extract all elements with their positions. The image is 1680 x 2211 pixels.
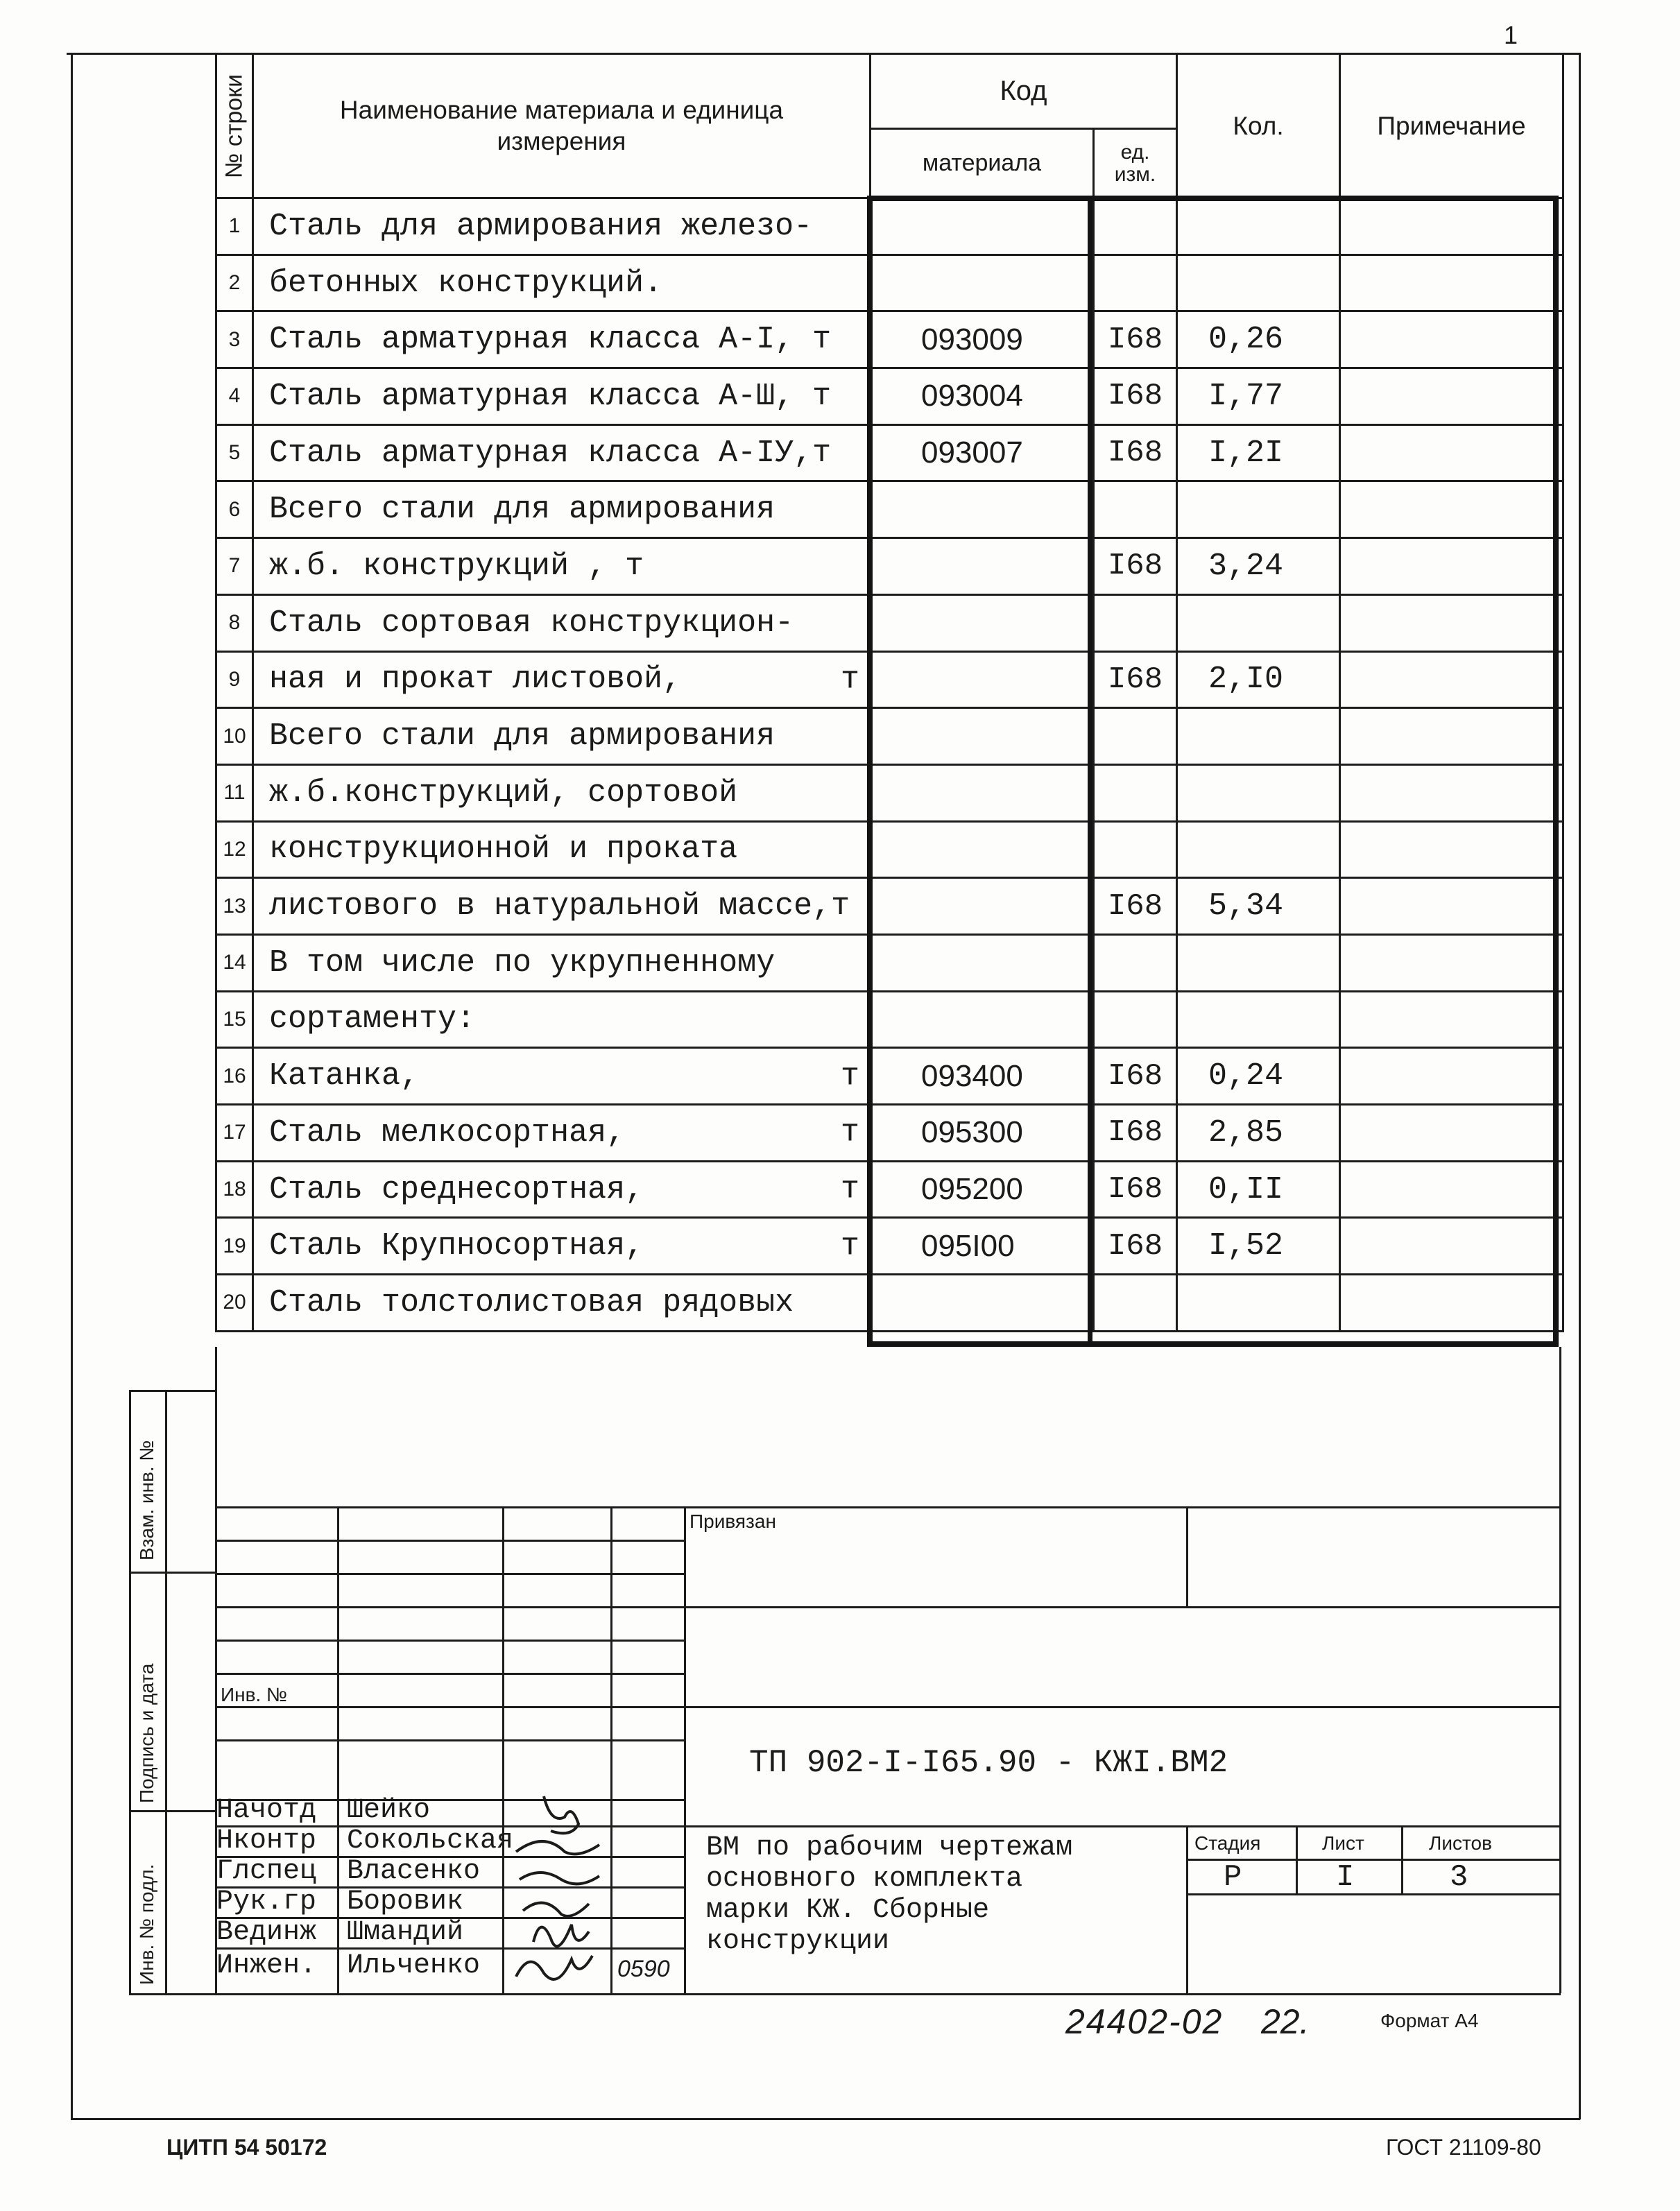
tb-h-top	[215, 1506, 1561, 1508]
material-name-cell	[253, 1161, 871, 1218]
signature-4	[523, 1903, 589, 1916]
unit-code-cell	[1094, 255, 1177, 311]
material-name-text: Сталь арматурная класса А-Ш, т	[269, 378, 832, 414]
note-cell	[1340, 1218, 1563, 1275]
note-cell	[1340, 651, 1563, 708]
unit-suffix: т	[840, 1171, 859, 1207]
quantity-cell	[1177, 934, 1340, 991]
material-name-cell	[253, 764, 871, 821]
material-name-cell	[253, 651, 871, 708]
material-code-cell	[871, 991, 1094, 1048]
stage-value: Р	[1224, 1860, 1242, 1895]
unit-code-cell: I68	[1094, 1048, 1177, 1105]
note-cell	[1340, 821, 1563, 878]
note-cell	[1340, 1048, 1563, 1105]
tb-h-5	[215, 1640, 684, 1642]
spec-table	[215, 53, 1564, 1332]
outer-frame-bottom	[71, 2118, 1580, 2120]
description-line: ВМ по рабочим чертежам	[706, 1832, 1073, 1864]
table-row	[216, 1105, 1563, 1162]
material-name-text: Сталь толстолистовая рядовых	[269, 1284, 794, 1320]
tb-h-stage	[1186, 1859, 1561, 1861]
vzam-inv-label: Взам. инв. №	[136, 1440, 157, 1560]
signature-3	[520, 1873, 599, 1884]
unit-code-cell	[1094, 708, 1177, 765]
material-code-header: материала	[871, 129, 1094, 198]
tb-h-6	[215, 1673, 684, 1675]
row-number-cell: 3	[216, 311, 253, 368]
tb-v-stage	[1296, 1825, 1298, 1893]
sheets-label: Листов	[1429, 1832, 1492, 1854]
table-row	[216, 538, 1563, 595]
stamp-strip-bottom	[129, 1993, 215, 1995]
table-row	[216, 651, 1563, 708]
left-code: ЦИТП 54 50172	[166, 2135, 327, 2160]
table-row	[216, 764, 1563, 821]
podpis-data-label: Подпись и дата	[136, 1663, 157, 1803]
material-name-cell	[253, 1275, 871, 1332]
row-number-cell: 18	[216, 1161, 253, 1218]
gost-label: ГОСТ 21109-80	[1386, 2135, 1541, 2160]
material-code-cell: 095300	[871, 1105, 1094, 1162]
row-number-cell: 14	[216, 934, 253, 991]
row-number-cell: 20	[216, 1275, 253, 1332]
material-name-cell	[253, 481, 871, 538]
note-cell	[1340, 1275, 1563, 1332]
quantity-cell: 0,II	[1177, 1161, 1340, 1218]
material-name-text: ж.б.конструкций, сортовой	[269, 775, 738, 811]
privyazan-label: Привязан	[689, 1511, 776, 1532]
material-name-cell	[253, 821, 871, 878]
table-row	[216, 1218, 1563, 1275]
quantity-cell: 2,I0	[1177, 651, 1340, 708]
note-cell	[1340, 991, 1563, 1048]
stamp-strip-right	[165, 1390, 167, 1995]
signer-role: Вединж	[216, 1917, 317, 1948]
unit-code-cell: I68	[1094, 1105, 1177, 1162]
material-name-cell	[253, 368, 871, 425]
note-cell	[1340, 878, 1563, 935]
table-row	[216, 255, 1563, 311]
row-number-cell: 15	[216, 991, 253, 1048]
material-code-cell: 093009	[871, 311, 1094, 368]
unit-code-cell: I68	[1094, 1218, 1177, 1275]
material-code-cell	[871, 764, 1094, 821]
row-number-cell: 4	[216, 368, 253, 425]
stage-label: Стадия	[1194, 1832, 1261, 1854]
row-number-cell: 13	[216, 878, 253, 935]
material-code-cell	[871, 878, 1094, 935]
doc-code: ТП 902-I-I65.90 - КЖI.ВМ2	[749, 1745, 1228, 1781]
description-line: основного комплекта	[706, 1864, 1023, 1895]
signer-name: Власенко	[347, 1856, 481, 1887]
material-code-cell: 093007	[871, 424, 1094, 481]
material-name-text: Сталь мелкосортная,	[269, 1115, 626, 1151]
signer-name: Ильченко	[347, 1950, 481, 1981]
material-code-cell	[871, 198, 1094, 255]
unit-code-cell: I68	[1094, 311, 1177, 368]
unit-code-cell	[1094, 934, 1177, 991]
archive-number: 24402-02	[1065, 2002, 1224, 2041]
note-cell	[1340, 708, 1563, 765]
row-number-cell: 16	[216, 1048, 253, 1105]
row-number-cell: 1	[216, 198, 253, 255]
material-name-cell	[253, 1048, 871, 1105]
material-name-text: листового в натуральной массе,т	[269, 888, 850, 924]
table-row	[216, 821, 1563, 878]
unit-suffix: т	[840, 1115, 859, 1151]
table-row	[216, 594, 1563, 651]
tb-v-desc	[1186, 1825, 1188, 1993]
unit-suffix: т	[840, 1228, 859, 1264]
quantity-cell: 5,34	[1177, 878, 1340, 935]
material-code-cell: 093400	[871, 1048, 1094, 1105]
table-row	[216, 991, 1563, 1048]
material-code-cell	[871, 708, 1094, 765]
quantity-cell	[1177, 1275, 1340, 1332]
signature-6	[516, 1956, 592, 1979]
material-code-cell	[871, 821, 1094, 878]
inv-no-label: Инв. №	[221, 1684, 288, 1705]
table-row	[216, 1275, 1563, 1332]
material-name-text: В том числе по укрупненному	[269, 945, 775, 981]
row-number-cell: 6	[216, 481, 253, 538]
material-name-text: Сталь арматурная класса А-I, т	[269, 322, 832, 358]
signer-role: Глспец	[216, 1856, 317, 1887]
material-name-text: Сталь Крупносортная,	[269, 1228, 644, 1264]
sheet-value: I	[1336, 1860, 1355, 1895]
tb-v-privyazan	[1186, 1506, 1188, 1606]
table-row	[216, 198, 1563, 255]
note-cell	[1340, 311, 1563, 368]
row-number-cell: 19	[216, 1218, 253, 1275]
material-code-cell	[871, 481, 1094, 538]
code-header: Код	[871, 54, 1177, 129]
tb-h-bottom	[215, 1993, 1561, 1995]
material-code-cell: 095200	[871, 1161, 1094, 1218]
unit-code-cell: I68	[1094, 368, 1177, 425]
quantity-cell: 0,26	[1177, 311, 1340, 368]
unit-code-cell	[1094, 481, 1177, 538]
row-number-cell: 10	[216, 708, 253, 765]
tb-h-2	[215, 1540, 684, 1542]
description-line: марки КЖ. Сборные	[706, 1895, 990, 1926]
tb-v-sheet	[1401, 1825, 1403, 1893]
quantity-cell: 0,24	[1177, 1048, 1340, 1105]
unit-code-cell	[1094, 198, 1177, 255]
stamp-strip-div-1	[129, 1572, 215, 1574]
row-number-header: № строки	[216, 54, 253, 198]
material-name-cell	[253, 878, 871, 935]
material-name-cell	[253, 934, 871, 991]
note-cell	[1340, 764, 1563, 821]
row-number-cell: 11	[216, 764, 253, 821]
material-name-text: Сталь сортовая конструкцион-	[269, 605, 794, 641]
table-row	[216, 424, 1563, 481]
unit-code-cell: I68	[1094, 651, 1177, 708]
row-number-cell: 5	[216, 424, 253, 481]
quantity-cell	[1177, 198, 1340, 255]
code-columns-thick-divider	[1088, 196, 1092, 1347]
quantity-cell: 2,85	[1177, 1105, 1340, 1162]
inv-podl-label: Инв. № подл.	[136, 1864, 157, 1985]
quantity-cell: 3,24	[1177, 538, 1340, 595]
material-name-text: бетонных конструкций.	[269, 265, 663, 301]
material-name-cell	[253, 1218, 871, 1275]
material-name-cell	[253, 991, 871, 1048]
signer-role: Инжен.	[216, 1950, 317, 1981]
unit-suffix: т	[840, 662, 859, 698]
signer-name: Сокольская	[347, 1825, 514, 1857]
outer-frame-left	[71, 53, 73, 2119]
description-line: конструкции	[706, 1926, 890, 1957]
signer-role: Начотд	[216, 1795, 317, 1826]
unit-code-cell	[1094, 764, 1177, 821]
row-number-cell: 2	[216, 255, 253, 311]
note-cell	[1340, 424, 1563, 481]
material-name-text: Катанка,	[269, 1058, 420, 1094]
signer-role: Нконтр	[216, 1825, 317, 1857]
material-name-cell	[253, 1105, 871, 1162]
note-cell	[1340, 538, 1563, 595]
signer-name: Шмандий	[347, 1917, 464, 1948]
material-name-cell	[253, 594, 871, 651]
material-code-cell	[871, 538, 1094, 595]
tb-h-7	[215, 1706, 1561, 1708]
signatures-svg	[502, 1775, 613, 1993]
table-row	[216, 934, 1563, 991]
tb-h-stage-2	[1186, 1893, 1561, 1895]
row-number-cell: 17	[216, 1105, 253, 1162]
note-cell	[1340, 368, 1563, 425]
table-row	[216, 481, 1563, 538]
sign-date: 0590	[617, 1956, 670, 1982]
name-header: Наименование материала и единица измерения	[253, 54, 871, 198]
material-code-cell	[871, 594, 1094, 651]
row-number-cell: 9	[216, 651, 253, 708]
material-name-cell	[253, 311, 871, 368]
material-code-cell	[871, 255, 1094, 311]
stamp-strip-div-2	[129, 1810, 215, 1812]
material-name-cell	[253, 255, 871, 311]
unit-header: ед. изм.	[1094, 129, 1177, 198]
unit-code-cell: I68	[1094, 538, 1177, 595]
signer-role: Рук.гр	[216, 1886, 317, 1918]
row-number-cell: 8	[216, 594, 253, 651]
quantity-cell	[1177, 481, 1340, 538]
table-row	[216, 708, 1563, 765]
stamp-strip-left	[129, 1390, 131, 1995]
tb-h-4	[215, 1606, 1561, 1608]
material-code-cell	[871, 651, 1094, 708]
table-row	[216, 368, 1563, 425]
quantity-cell: I,52	[1177, 1218, 1340, 1275]
page-number: 22.	[1261, 2002, 1310, 2041]
qty-header: Кол.	[1177, 54, 1340, 198]
material-name-text: Всего стали для армирования	[269, 492, 775, 528]
unit-code-cell: I68	[1094, 1161, 1177, 1218]
tb-h-3	[215, 1573, 684, 1575]
quantity-cell	[1177, 821, 1340, 878]
note-cell	[1340, 1161, 1563, 1218]
material-name-text: конструкционной и проката	[269, 832, 738, 868]
unit-code-cell: I68	[1094, 878, 1177, 935]
note-cell	[1340, 934, 1563, 991]
note-cell	[1340, 198, 1563, 255]
material-name-text: ж.б. конструкций , т	[269, 548, 644, 584]
tb-v-1	[337, 1506, 339, 1993]
material-name-text: Сталь среднесортная,	[269, 1171, 644, 1207]
quantity-cell	[1177, 764, 1340, 821]
material-code-cell: 093004	[871, 368, 1094, 425]
signature-5	[533, 1925, 589, 1946]
doc-description	[706, 1832, 1072, 1957]
unit-code-cell: I68	[1094, 424, 1177, 481]
quantity-cell: I,77	[1177, 368, 1340, 425]
material-name-cell	[253, 424, 871, 481]
row-number-cell: 7	[216, 538, 253, 595]
note-cell	[1340, 594, 1563, 651]
material-name-text: Сталь для армирования железо-	[269, 208, 813, 244]
material-code-cell	[871, 1275, 1094, 1332]
quantity-cell: I,2I	[1177, 424, 1340, 481]
quantity-cell	[1177, 255, 1340, 311]
tb-v-4	[684, 1506, 686, 1993]
signature-1	[544, 1796, 578, 1833]
material-name-text: Сталь арматурная класса А-IУ,т	[269, 435, 832, 471]
row-number-cell: 12	[216, 821, 253, 878]
material-name-text: сортаменту:	[269, 1001, 476, 1038]
material-name-text: ная и прокат листовой,	[269, 662, 682, 698]
tb-v-right	[1559, 1347, 1561, 1993]
unit-code-cell	[1094, 594, 1177, 651]
material-name-cell	[253, 538, 871, 595]
unit-code-cell	[1094, 991, 1177, 1048]
signer-name: Боровик	[347, 1886, 464, 1918]
sheet-label: Лист	[1322, 1832, 1364, 1854]
table-row	[216, 1048, 1563, 1105]
quantity-cell	[1177, 991, 1340, 1048]
note-cell	[1340, 1105, 1563, 1162]
signer-name: Шейко	[347, 1795, 431, 1826]
note-header: Примечание	[1340, 54, 1563, 198]
material-name-cell	[253, 198, 871, 255]
material-name-cell	[253, 708, 871, 765]
sheets-value: 3	[1450, 1860, 1468, 1895]
outer-frame-right	[1579, 53, 1581, 2119]
unit-code-cell	[1094, 821, 1177, 878]
note-cell	[1340, 481, 1563, 538]
quantity-cell	[1177, 594, 1340, 651]
unit-code-cell	[1094, 1275, 1177, 1332]
page-number-mark: 1	[1504, 21, 1518, 49]
signature-2	[516, 1841, 599, 1854]
material-code-cell: 095I00	[871, 1218, 1094, 1275]
material-code-cell	[871, 934, 1094, 991]
quantity-cell	[1177, 708, 1340, 765]
unit-suffix: т	[840, 1058, 859, 1094]
table-row	[216, 311, 1563, 368]
format-label: Формат А4	[1380, 2010, 1479, 2031]
note-cell	[1340, 255, 1563, 311]
table-row	[216, 878, 1563, 935]
material-name-text: Всего стали для армирования	[269, 719, 775, 755]
table-row	[216, 1161, 1563, 1218]
tb-h-8	[215, 1739, 684, 1741]
stamp-strip-top	[129, 1390, 215, 1392]
